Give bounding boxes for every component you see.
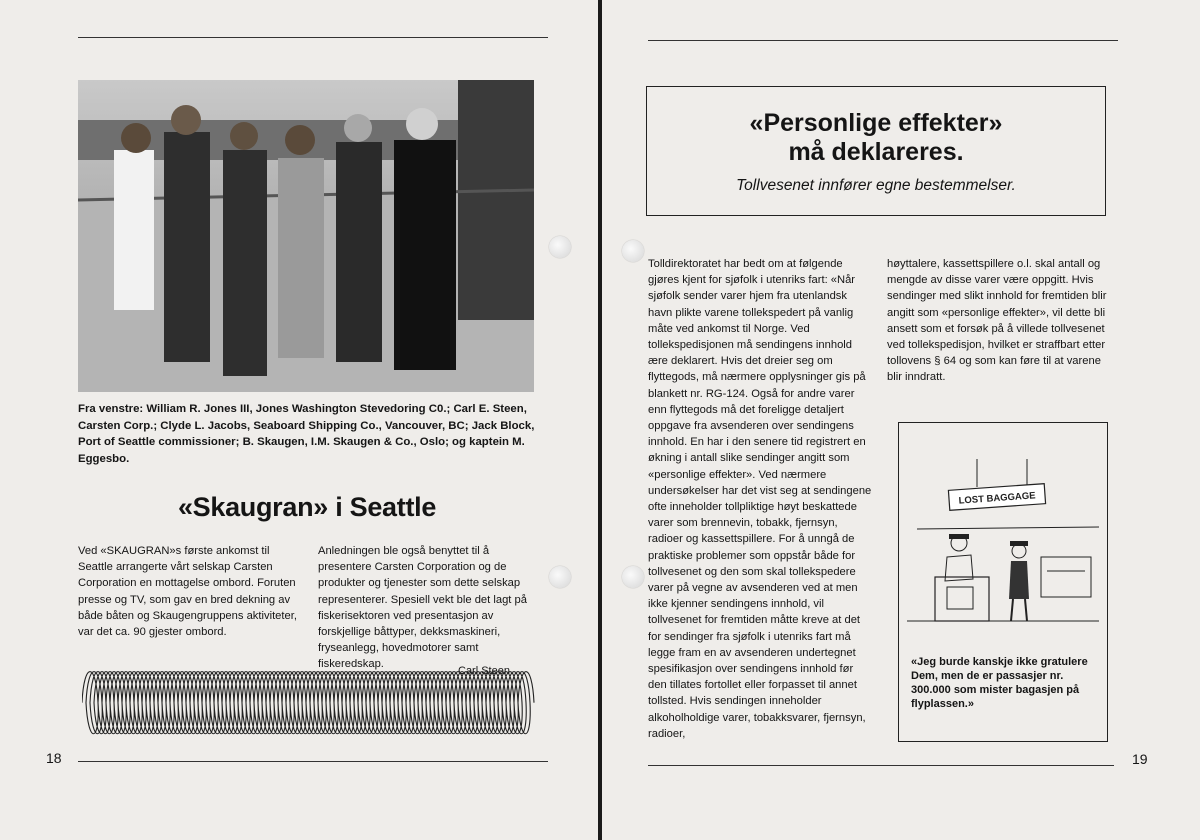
- page-number: 18: [46, 750, 62, 766]
- cartoon-box: [898, 422, 1108, 742]
- decorative-spiral: [82, 664, 542, 742]
- cartoon-sign-text: LOST BAGGAGE: [958, 490, 1036, 507]
- article-column-1: Tolldirektoratet har bedt om at følgende gjøres kjent for sjøfolk i utenriks fart: «Når sjøfolk sender varer hjem fra utenlandsk havn plikte varene tollekspedert på vanlig måte ved ankomst til Norge. Ved tollekspedisjonen må sendingens innhold ære deklarert. Hvis det dreier seg om flyttegods, må nærmere opplysninger gis på blankett nr. RG-124. Også for andre varer enn flyttegods må det foreligge detaljert oppgave fra avsenderen over sendingens innhold. En har i den senere tid registrert en økning i antall slike sendinger angitt som «personlige effekter». Ved nærmere undersøkelser har det vist seg at sendingene ofte inneholder tollpliktige høyt beskattede varer som brennevin, tobakk, fjernsyn, radioer og kassettspillere. For å unngå de praktiske problemer som oppstår både for tollvesenet og den som skal tollekspedere varer på vegne av avsenderen ved at men ikke kjenner sendingens innhold, vil tollvesenet for fremtiden måtte kreve at det for sendinger fra sjøfolk i utenriks fart må legge fram en av avsenderen undertegnet spesifikasjon over sendingens innhold før den tillates fortollet eller forpasset til annet tollsted. Hvis sendingen inneholder alkoholholdige varer, tobakksvarer, fjernsyn, radioer,: [648, 258, 872, 740]
- article-column-2: Anledningen ble også benyttet til å presentere Carsten Corporation og de produkter og tjenester som dette selskap representerer. Spesiell vekt ble det lagt på fiskerisektoren ved presentasjon av forskjellige båttyper, dekksmaskineri, fryseanlegg, hovedmotorer samt fiskeredskap.: [318, 545, 527, 671]
- punch-hole: [549, 566, 571, 588]
- top-rule: [648, 40, 1118, 41]
- bottom-rule: [648, 765, 1114, 766]
- right-page: [602, 0, 1200, 840]
- article-column-2: høyttalere, kassettspillere o.l. skal antall og mengde av disse varer være oppgitt. Hvis sendinger med slikt innhold for fremtiden blir angitt som «personlige effekter», vil dette bli ansett som et forsøk på å villede tollvesenet ved tollekspedisjon, hvilket er straffbart etter tollovens § 64 og som kan føre til at varene blir inndratt.: [887, 258, 1107, 384]
- byline: Carl Steen: [458, 665, 510, 677]
- headline-line-2: må deklareres.: [788, 138, 964, 166]
- lost-baggage-cartoon: [907, 439, 1099, 627]
- article-column-1: Ved «SKAUGRAN»s første ankomst til Seattle arrangerte vårt selskap Carsten Corporation en mottagelse ombord. Foruten presse og TV, som gav en bred dekning av både båten og Skaugengruppens aktiviteter, var det ca. 90 gjester ombord.: [78, 545, 297, 639]
- article-headline: «Skaugran» i Seattle: [177, 492, 437, 522]
- bottom-rule: [78, 761, 548, 762]
- cartoon-caption: «Jeg burde kanskje ikke gratulere Dem, men de er passasjer nr. 300.000 som mister bagasjen på flyplassen.»: [911, 656, 1088, 710]
- top-rule: [78, 37, 548, 38]
- group-photo: [78, 80, 534, 392]
- group-photo-image: [78, 80, 534, 392]
- headline-line-1: «Personlige effekter»: [749, 109, 1003, 137]
- headline: [647, 109, 1105, 167]
- subheadline: Tollvesenet innfører egne bestemmelser.: [736, 177, 1016, 194]
- punch-hole: [622, 566, 644, 588]
- punch-hole: [622, 240, 644, 262]
- photo-caption: Fra venstre: William R. Jones III, Jones Washington Stevedoring C0.; Carl E. Steen, Carsten Corp.; Clyde L. Jacobs, Seaboard Shipping Co., Vancouver, BC; Jack Block, Port of Seattle commissioner; B. Skaugen, I.M. Skaugen & Co., Oslo; og kaptein M. Eggesbo.: [78, 403, 535, 465]
- left-page: [0, 0, 598, 840]
- headline-box: [646, 86, 1106, 216]
- page-number: 19: [1132, 751, 1148, 767]
- punch-hole: [549, 236, 571, 258]
